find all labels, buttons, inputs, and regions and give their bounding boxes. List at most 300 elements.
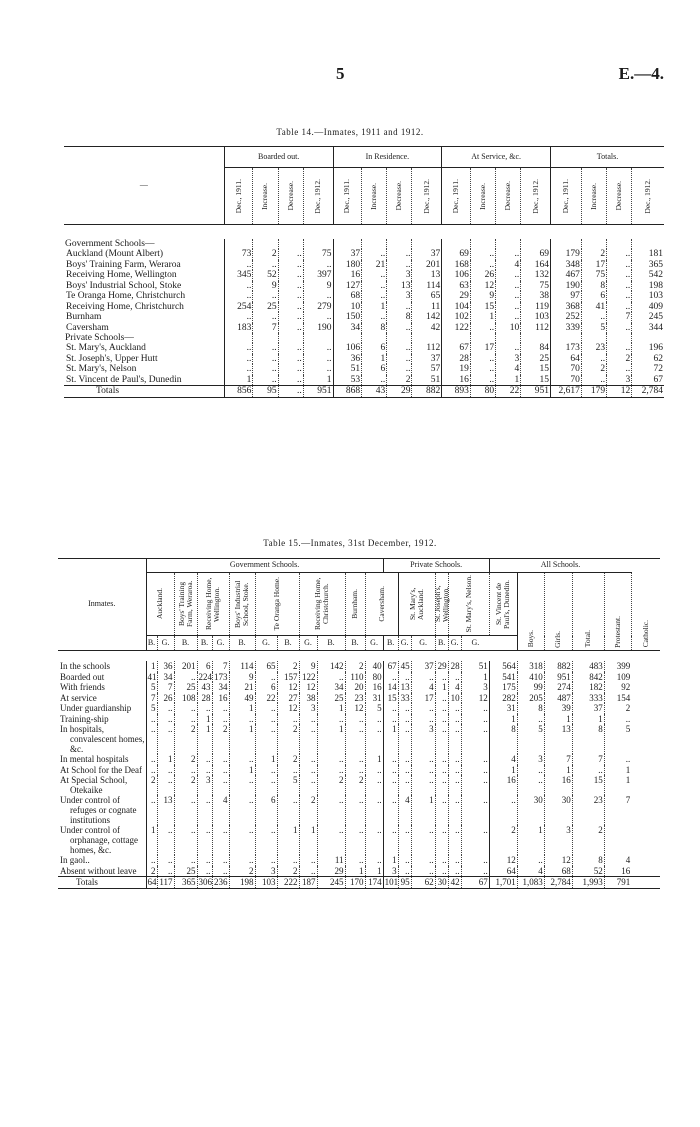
table-cell: 3 — [607, 375, 632, 386]
table-cell: 25 — [174, 866, 197, 877]
table-cell: 1 — [224, 375, 253, 386]
table-cell: 16 — [333, 270, 362, 281]
table-section-heading — [64, 239, 664, 249]
total-cell: 67 — [461, 877, 489, 889]
table-cell: .. — [197, 795, 212, 825]
table-cell: .. — [607, 364, 632, 375]
t15-institution-header — [345, 573, 365, 636]
table-cell: .. — [448, 866, 461, 877]
table-cell: 15 — [572, 775, 604, 795]
table-row — [64, 260, 664, 271]
t15-institution-label: Auckland. — [155, 588, 164, 620]
table-cell: 279 — [303, 302, 333, 313]
table-cell: 1 — [362, 302, 387, 313]
t15-inmates-header: Inmates. — [58, 559, 146, 651]
table-cell: 1 — [317, 703, 345, 714]
table-cell: 69 — [521, 249, 551, 260]
table-cell: .. — [435, 765, 448, 776]
table-cell: .. — [470, 249, 495, 260]
table-cell: .. — [517, 775, 544, 795]
table-cell: 339 — [551, 323, 582, 334]
table-row — [64, 354, 664, 365]
t15-sex-label: B. — [435, 636, 448, 651]
table-cell: 3 — [299, 703, 317, 714]
t15-institution-label: Receiving Home, Christchurch. — [313, 577, 330, 631]
table-cell: .. — [277, 765, 299, 776]
table-cell: .. — [255, 775, 277, 795]
table-cell: 1 — [383, 855, 398, 866]
table-cell: 70 — [551, 375, 582, 386]
table-cell: .. — [299, 754, 317, 765]
table-cell: 45 — [398, 661, 411, 672]
t15-institution-label: St. Mary's, Nelson. — [463, 575, 473, 633]
table-cell: .. — [411, 855, 435, 866]
total-cell: 64 — [147, 877, 157, 887]
table-cell: .. — [435, 672, 448, 683]
table-cell: .. — [411, 765, 435, 776]
total-cell: 882 — [412, 386, 442, 398]
table-cell: 2 — [277, 754, 299, 765]
table-cell: .. — [299, 714, 317, 725]
table-cell: 1 — [544, 714, 572, 725]
table-cell: .. — [345, 724, 365, 754]
table-cell: 23 — [581, 343, 606, 354]
total-cell: 22 — [496, 386, 521, 398]
row-label: St. Vincent de Paul's, Dunedin — [66, 374, 182, 385]
table-cell: 38 — [521, 291, 551, 302]
t14-subcol-label: Dec., 1911. — [342, 178, 352, 214]
t15-sex-label: G. — [157, 636, 174, 651]
table-cell — [581, 333, 606, 343]
t14-group-service: At Service, &c. — [442, 147, 551, 168]
t14-subcol — [253, 168, 278, 225]
table-cell: .. — [461, 855, 489, 866]
t14-subcol — [470, 168, 495, 225]
table-cell: 252 — [551, 312, 582, 323]
table-cell — [470, 333, 495, 343]
table-cell: 1 — [303, 375, 333, 386]
page-code: E.—4. — [618, 64, 664, 83]
table-cell: .. — [607, 343, 632, 354]
table-cell: .. — [461, 825, 489, 855]
table-cell: 397 — [303, 270, 333, 281]
table-cell: 1 — [489, 765, 517, 776]
table-cell: .. — [303, 260, 333, 271]
table-cell: 333 — [572, 693, 604, 704]
table-cell: 99 — [517, 682, 544, 693]
table-cell: 2 — [174, 754, 197, 765]
table-row — [58, 672, 660, 683]
table-cell: 254 — [224, 302, 253, 313]
table-cell: .. — [607, 323, 632, 334]
table-cell: 8 — [489, 724, 517, 754]
total-cell: 187 — [299, 877, 317, 889]
t15-institution-header — [146, 573, 174, 636]
table-cell: 5 — [365, 703, 383, 714]
table-cell: .. — [157, 724, 174, 754]
table-cell: 64 — [551, 354, 582, 365]
row-label: Receiving Home, Wellington — [66, 270, 177, 280]
t15-sex-label: B. — [317, 636, 345, 651]
table-cell: 112 — [521, 323, 551, 334]
total-cell: 95 — [398, 877, 411, 889]
t15-sex-label: B. — [197, 636, 212, 651]
table-cell: .. — [387, 260, 412, 271]
t15-all-header — [572, 573, 604, 651]
t15-institution-header — [255, 573, 299, 636]
table-cell: 9 — [303, 281, 333, 292]
table-cell: .. — [435, 754, 448, 765]
table-cell: .. — [607, 249, 632, 260]
table-cell: .. — [255, 765, 277, 776]
table-cell: .. — [604, 714, 631, 725]
t15-sex-label: B. — [174, 636, 197, 651]
total-cell: 174 — [365, 877, 383, 889]
table-cell: 483 — [572, 661, 604, 672]
table-cell: .. — [157, 855, 174, 866]
row-label: St. Mary's, Nelson — [66, 364, 137, 374]
table-cell — [632, 239, 664, 249]
table-cell — [278, 333, 303, 343]
table-cell: .. — [278, 281, 303, 292]
table-cell: 2 — [345, 775, 365, 795]
table-cell: .. — [398, 825, 411, 855]
table-cell: 409 — [632, 302, 664, 313]
table-cell: .. — [398, 855, 411, 866]
table-cell: .. — [212, 825, 229, 855]
table-cell: .. — [362, 249, 387, 260]
row-label: Government Schools— — [65, 239, 155, 249]
table-cell: .. — [398, 724, 411, 754]
table-cell: 7 — [572, 754, 604, 765]
table-cell: 1 — [157, 754, 174, 765]
table-cell: 1 — [383, 724, 398, 754]
table-cell: 30 — [517, 795, 544, 825]
row-label: Private Schools— — [65, 333, 134, 343]
table-cell: 122 — [442, 323, 471, 334]
table-cell — [581, 239, 606, 249]
table-row — [58, 855, 660, 866]
table-cell: 8 — [581, 281, 606, 292]
table-cell: 51 — [412, 375, 442, 386]
total-cell: 951 — [303, 386, 333, 398]
table-cell: .. — [496, 312, 521, 323]
table-row — [58, 754, 660, 765]
total-cell: 170 — [345, 877, 365, 889]
table-cell: 13 — [412, 270, 442, 281]
t15-all-label: Total. — [583, 630, 593, 648]
table-cell: .. — [253, 354, 278, 365]
table-cell: .. — [317, 795, 345, 825]
table-cell: .. — [435, 866, 448, 877]
table-cell: 318 — [517, 661, 544, 672]
table-cell: 13 — [544, 724, 572, 754]
table-cell: .. — [383, 765, 398, 776]
table-cell: 1 — [345, 866, 365, 877]
table-cell: 34 — [212, 682, 229, 693]
table-cell: 27 — [277, 693, 299, 704]
table-row — [58, 661, 660, 672]
table-cell: 348 — [551, 260, 582, 271]
table-cell: .. — [229, 855, 255, 866]
table-cell: .. — [448, 775, 461, 795]
table-cell: 67 — [383, 661, 398, 672]
table-cell: .. — [157, 866, 174, 877]
t15-institution-label: Burnham. — [350, 589, 359, 619]
table-cell: 23 — [572, 795, 604, 825]
table-cell: 40 — [365, 661, 383, 672]
row-label: Te Oranga Home, Christchurch — [66, 291, 186, 301]
table-cell: .. — [448, 703, 461, 714]
table-cell: 75 — [303, 249, 333, 260]
table-cell: .. — [224, 354, 253, 365]
table-cell: 175 — [489, 682, 517, 693]
t14-subcol-label: Dec., 1912. — [421, 178, 431, 214]
table-row — [58, 693, 660, 704]
table-cell: 1 — [544, 765, 572, 776]
table-cell: .. — [411, 714, 435, 725]
table-cell: .. — [365, 765, 383, 776]
t14-subcol-label: Decrease. — [614, 181, 624, 211]
t15-sex-label: G. — [411, 636, 435, 651]
t15-institution-header — [398, 573, 435, 636]
table-cell: 75 — [581, 270, 606, 281]
table-cell: 8 — [362, 323, 387, 334]
table-cell: .. — [470, 323, 495, 334]
table-cell: 2 — [146, 775, 157, 795]
table-cell: .. — [411, 825, 435, 855]
table-cell: .. — [345, 795, 365, 825]
t14-subcol-label: Dec., 1912. — [313, 178, 323, 214]
t14-subcol — [412, 168, 442, 225]
table-cell: 1 — [197, 724, 212, 754]
table-cell: 33 — [398, 693, 411, 704]
t14-subcol — [496, 168, 521, 225]
table-row — [58, 724, 660, 754]
table-cell: .. — [317, 765, 345, 776]
table-cell: .. — [278, 260, 303, 271]
table-cell: .. — [496, 249, 521, 260]
table-cell: .. — [365, 825, 383, 855]
row-label: At service — [60, 692, 97, 703]
table-cell: 1 — [146, 661, 157, 672]
table-cell: 1 — [277, 825, 299, 855]
table-cell: 1 — [299, 825, 317, 855]
table-cell: .. — [278, 249, 303, 260]
table-cell: .. — [365, 795, 383, 825]
table-cell — [303, 333, 333, 343]
t14-subcol — [442, 168, 471, 225]
table-cell: 8 — [387, 312, 412, 323]
row-label: With friends — [60, 682, 105, 692]
total-cell: 103 — [255, 877, 277, 889]
table-row — [64, 312, 664, 323]
table-cell: .. — [229, 754, 255, 765]
table-cell — [607, 333, 632, 343]
table-cell: 1 — [604, 765, 631, 776]
table-cell: 15 — [383, 693, 398, 704]
table-cell: 2 — [277, 866, 299, 877]
table-cell: 1 — [317, 724, 345, 754]
table-cell: .. — [253, 364, 278, 375]
table-cell: 16 — [212, 693, 229, 704]
total-cell: 856 — [224, 386, 253, 398]
table-cell: .. — [496, 343, 521, 354]
table-cell: 112 — [412, 343, 442, 354]
table-cell: 10 — [448, 693, 461, 704]
table-cell: 12 — [345, 703, 365, 714]
table-cell: .. — [345, 765, 365, 776]
table-cell: 4 — [411, 682, 435, 693]
table-cell: 102 — [442, 312, 471, 323]
table15-title: Table 15.—Inmates, 31st December, 1912. — [263, 538, 437, 548]
table-cell: .. — [581, 375, 606, 386]
t15-institution-header — [365, 573, 398, 636]
table-cell: 12 — [544, 855, 572, 866]
table-cell: 122 — [299, 672, 317, 683]
row-label: Auckland (Mount Albert) — [66, 249, 164, 259]
table-cell: 103 — [632, 291, 664, 302]
table-cell: .. — [411, 754, 435, 765]
table-cell: .. — [362, 270, 387, 281]
total-cell: 42 — [448, 877, 461, 889]
table-cell: .. — [383, 754, 398, 765]
t15-institution-header — [448, 573, 489, 636]
t14-subcol — [224, 168, 253, 225]
table-cell: 15 — [521, 375, 551, 386]
table-cell: .. — [517, 714, 544, 725]
table-cell: .. — [461, 714, 489, 725]
table-cell: 2 — [581, 364, 606, 375]
table-cell: 1 — [517, 825, 544, 855]
table-cell: 2 — [604, 703, 631, 714]
table-cell: .. — [387, 323, 412, 334]
table-cell: 97 — [551, 291, 582, 302]
table-cell: 541 — [489, 672, 517, 683]
table-cell: 10 — [333, 302, 362, 313]
table-cell: 487 — [544, 693, 572, 704]
table-cell: 2 — [317, 775, 345, 795]
t14-group-boarded: Boarded out. — [224, 147, 333, 168]
row-label: Burnham — [66, 312, 102, 322]
table-cell — [387, 333, 412, 343]
table-cell: .. — [604, 754, 631, 765]
table-cell: 12 — [470, 281, 495, 292]
table15 — [58, 558, 660, 889]
table-cell: 345 — [224, 270, 253, 281]
table-cell: 198 — [632, 281, 664, 292]
row-label: Boys' Industrial School, Stoke — [66, 280, 182, 291]
table-cell: 179 — [551, 249, 582, 260]
table-cell: 12 — [461, 693, 489, 704]
table-cell: 2 — [489, 825, 517, 855]
total-cell: 43 — [362, 386, 387, 398]
total-cell: 245 — [317, 877, 345, 889]
table-cell: 365 — [632, 260, 664, 271]
table-cell: 72 — [632, 364, 664, 375]
table-cell: 17 — [411, 693, 435, 704]
table-cell: 5 — [146, 682, 157, 693]
table-cell: .. — [174, 855, 197, 866]
table-cell: 4 — [496, 260, 521, 271]
table-cell: .. — [174, 825, 197, 855]
table-cell: 63 — [442, 281, 471, 292]
t14-subcol-label: Dec., 1911. — [233, 178, 243, 214]
table-cell: 26 — [470, 270, 495, 281]
t15-all-label: Protestant. — [612, 615, 622, 648]
table-cell: 3 — [461, 682, 489, 693]
table-cell: .. — [197, 754, 212, 765]
row-label: Receiving Home, Christchurch — [66, 301, 184, 312]
t15-group-all: All Schools. — [489, 559, 631, 573]
table-cell: .. — [255, 825, 277, 855]
total-cell: 1,993 — [572, 877, 604, 889]
table-cell: 41 — [581, 302, 606, 313]
t15-all-header — [517, 573, 544, 651]
table-cell: 201 — [412, 260, 442, 271]
total-cell: 868 — [333, 386, 362, 398]
table-cell: 4 — [604, 855, 631, 866]
table-cell: 274 — [544, 682, 572, 693]
table-cell: 110 — [345, 672, 365, 683]
table-cell: .. — [345, 855, 365, 866]
table-cell: 181 — [632, 249, 664, 260]
table-cell: 16 — [489, 775, 517, 795]
total-cell: 951 — [521, 386, 551, 398]
table-cell: 542 — [632, 270, 664, 281]
table-cell: 21 — [229, 682, 255, 693]
table-cell: .. — [581, 312, 606, 323]
table-cell: 11 — [317, 855, 345, 866]
table-cell — [607, 239, 632, 249]
table-cell: 1 — [572, 714, 604, 725]
table-cell: 467 — [551, 270, 582, 281]
table-cell: 4 — [489, 754, 517, 765]
table-cell: .. — [607, 260, 632, 271]
table-cell: 1 — [489, 714, 517, 725]
table-cell: 57 — [412, 364, 442, 375]
total-cell: 29 — [387, 386, 412, 398]
table-cell: 154 — [604, 693, 631, 704]
table-cell: 25 — [174, 682, 197, 693]
table-cell: 3 — [496, 354, 521, 365]
table-cell: .. — [253, 312, 278, 323]
table-cell: 28 — [197, 693, 212, 704]
table-cell: .. — [212, 703, 229, 714]
row-label: At School for the Deaf — [60, 764, 142, 775]
t15-institution-header — [197, 573, 229, 636]
t14-subcol — [362, 168, 387, 225]
table-cell: .. — [212, 714, 229, 725]
table-cell: .. — [229, 795, 255, 825]
table-cell: 38 — [299, 693, 317, 704]
table-cell — [470, 239, 495, 249]
table-cell: 25 — [317, 693, 345, 704]
table-cell: .. — [212, 765, 229, 776]
table-cell: 3 — [197, 775, 212, 795]
table-cell: .. — [607, 302, 632, 313]
table-cell: .. — [365, 724, 383, 754]
table-row — [58, 866, 660, 877]
table-cell: .. — [255, 714, 277, 725]
table-cell: .. — [489, 795, 517, 825]
table-cell: .. — [212, 775, 229, 795]
table-cell: 1 — [365, 866, 383, 877]
table-cell: .. — [461, 775, 489, 795]
table-cell: .. — [435, 795, 448, 825]
row-label: Boarded out — [60, 671, 105, 682]
table-cell: .. — [303, 312, 333, 323]
